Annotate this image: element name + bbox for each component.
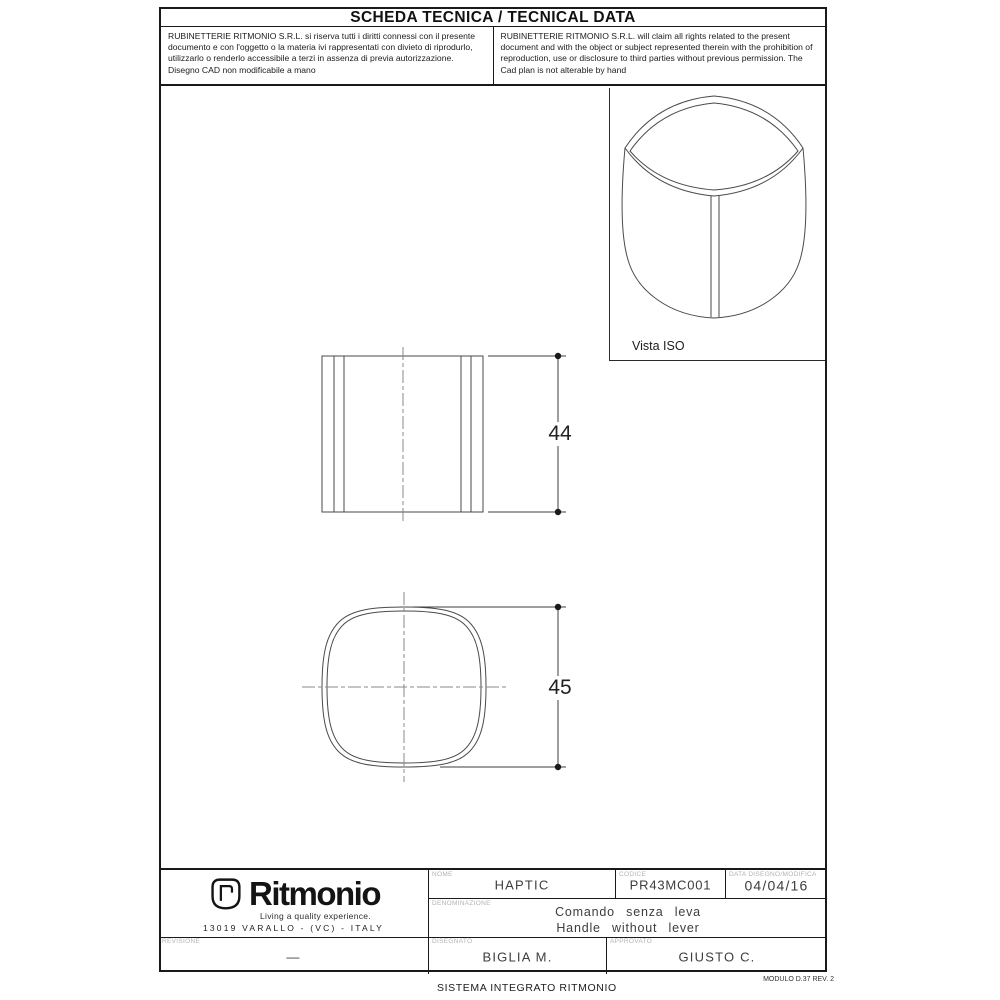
ritmonio-logo-icon (207, 875, 244, 912)
drawn-by-label: DISEGNATO (432, 938, 473, 945)
brand-wordmark: Ritmonio (249, 874, 380, 912)
drawn-by-value: BIGLIA M. (482, 949, 553, 965)
footer-system-text: SISTEMA INTEGRATO RITMONIO (437, 982, 617, 994)
height-dimension-value: 44 (545, 422, 574, 446)
brand-address: 13019 VARALLO - (VC) - ITALY (202, 922, 385, 933)
revision-value: — (286, 949, 301, 965)
code-cell (616, 870, 726, 899)
denomination-line2: Handle without lever (556, 920, 700, 935)
brand-tagline: Living a quality experience. (260, 910, 371, 921)
code-label: CODICE (619, 871, 647, 878)
name-value: HAPTIC (494, 877, 550, 893)
footer-module-text: MODULO D.37 REV. 2 (763, 976, 834, 983)
code-value: PR43MC001 (629, 877, 712, 893)
title-block (159, 868, 827, 972)
disclaimer-row (161, 27, 825, 86)
date-value: 04/04/16 (744, 877, 809, 894)
name-cell (429, 870, 616, 899)
date-cell (726, 870, 827, 899)
sheet-title: SCHEDA TECNICA / TECNICAL DATA (161, 9, 825, 27)
disclaimer-italian: RUBINETTERIE RITMONIO S.R.L. si riserva tutti i diritti connessi con il presente documento e con l'oggetto o la materia ivi rappresentati con divieto di riprodurlo, utilizzarlo o renderlo accessibile a terzi in assenza di previa autorizzazione. Disegno CAD non modificabile a mano (161, 27, 494, 84)
revision-label: REVISIONE (162, 938, 201, 945)
denomination-cell (429, 899, 827, 937)
date-label: DATA DISEGNO/MODIFICA (729, 871, 817, 878)
revision-cell (159, 937, 429, 974)
approved-by-value: GIUSTO C. (678, 949, 756, 965)
drawing-frame (159, 7, 827, 972)
denomination-label: DENOMINAZIONE (432, 900, 491, 907)
logo-cell (159, 870, 429, 937)
iso-view-box (609, 88, 825, 361)
width-dimension-value: 45 (545, 676, 574, 700)
iso-view-label: Vista ISO (632, 339, 685, 353)
disclaimer-english: RUBINETTERIE RITMONIO S.R.L. will claim all rights related to the present document and with the object or subject represented therein with the prohibition of reproduction, use or disclosure to third parties without previous permission. The Cad plan is not alterable by hand (500, 31, 813, 75)
approved-by-label: APPROVATO (610, 938, 653, 945)
name-label: NOME (432, 871, 453, 878)
denomination-line1: Comando senza leva (555, 904, 701, 919)
drawn-by-cell (429, 937, 607, 974)
approved-by-cell (607, 937, 827, 974)
